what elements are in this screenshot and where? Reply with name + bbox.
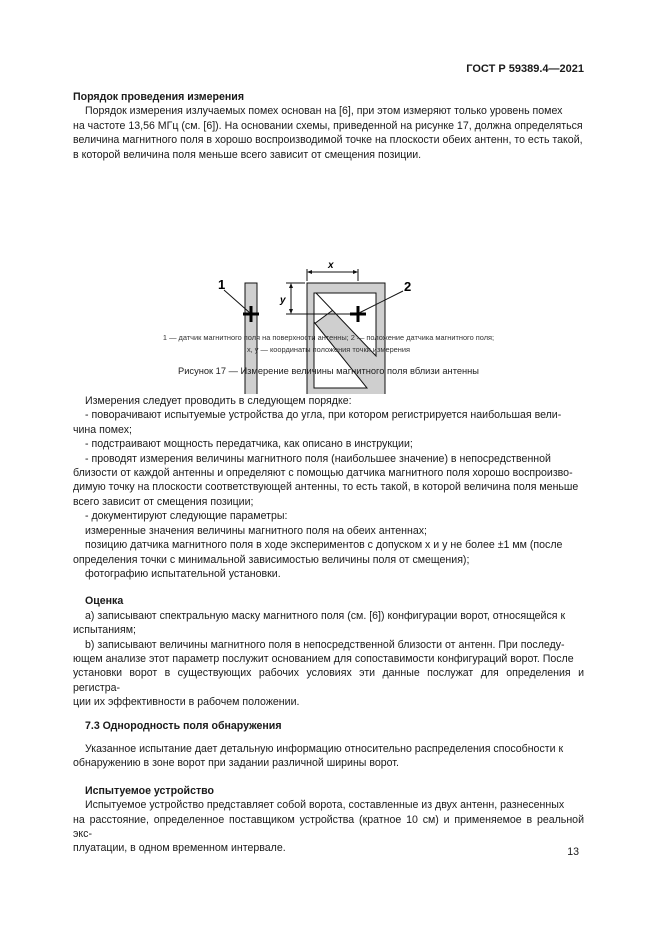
eval-item-b-cont: ющем анализе этот параметр послужит основанием для сопоставимости конфигураций ворот. После bbox=[73, 652, 574, 665]
sub-item-cont: определения точки с минимальной зависимостью величины поля от смещения); bbox=[73, 553, 470, 566]
legend-line-2: x, y — координаты положения точки измерения bbox=[246, 345, 411, 355]
section-title-device: Испытуемое устройство bbox=[85, 784, 214, 797]
eval-item-a-cont: испытаниям; bbox=[73, 624, 136, 637]
para-line: плуатации, в одном временном интервале. bbox=[73, 842, 286, 855]
list-item: - проводят измерения величины магнитного поля (наибольшее значение) в непосредственной bbox=[85, 452, 551, 465]
list-item-cont: всего зависит от смещения позиции; bbox=[73, 495, 254, 508]
list-item: - поворачивают испытуемые устройства до угла, при котором регистрируется наибольшая вели- bbox=[85, 409, 562, 422]
list-item: - подстраивают мощность передатчика, как описано в инструкции; bbox=[85, 438, 413, 451]
para-line: в которой величина поля меньше всего зависит от смещения позиции. bbox=[73, 148, 422, 161]
sub-item: фотографию испытательной установки. bbox=[85, 567, 281, 580]
para-line: на частоте 13,56 МГц (см. [6]). На основании схемы, приведенной на рисунке 17, должна определяться bbox=[73, 119, 583, 132]
procedure-intro: Измерения следует проводить в следующем порядке: bbox=[85, 395, 352, 408]
para-line: обнаружению в зоне ворот при задании различной ширины ворот. bbox=[73, 757, 399, 770]
figure-caption: Рисунок 17 — Измерение величины магнитного поля вблизи антенны bbox=[178, 366, 479, 377]
eval-item-b-cont: установки ворот в существующих рабочих условиях эти данные послужат для определения и регистра- bbox=[73, 667, 584, 694]
antenna-diagram bbox=[73, 162, 584, 394]
dim-x-arrow-right bbox=[353, 270, 358, 274]
para-line: величина магнитного поля в хорошо воспроизводимой точке на плоскости обеих антенн, то есть такой, bbox=[73, 134, 583, 147]
section-title-procedure: Порядок проведения измерения bbox=[73, 91, 244, 103]
label-2: 2 bbox=[404, 279, 412, 295]
eval-item-b-cont: ции их эффективности в рабочем положении. bbox=[73, 696, 300, 709]
para-line: Указанное испытание дает детальную информацию относительно распределения способности к bbox=[85, 742, 564, 755]
list-item-cont: близости от каждой антенны и определяют с помощью датчика магнитного поля хорошо воспроизво- bbox=[73, 467, 573, 480]
dim-y-arrow-top bbox=[289, 283, 293, 288]
section-title-evaluation: Оценка bbox=[85, 595, 124, 608]
para-line: Испытуемое устройство представляет собой ворота, составленные из двух антенн, разнесенных bbox=[85, 799, 565, 812]
dim-y-arrow-bottom bbox=[289, 309, 293, 314]
sub-item: позицию датчика магнитного поля в ходе экспериментов с допуском x и y не более ±1 мм (после bbox=[85, 539, 563, 552]
figure-17 bbox=[73, 162, 584, 394]
para-line: Порядок измерения излучаемых помех основан на [6], при этом измеряют только уровень помех bbox=[85, 105, 563, 118]
label-x: x bbox=[328, 260, 334, 272]
legend-line-1: 1 — датчик магнитного поля на поверхности антенны; 2 — положение датчика магнитного поля; bbox=[162, 333, 495, 343]
eval-item-b: b) записывают величины магнитного поля в непосредственной близости от антенн. При последу- bbox=[85, 638, 565, 651]
label-1: 1 bbox=[218, 277, 226, 293]
list-item: - документируют следующие параметры: bbox=[85, 510, 288, 523]
eval-item-a: а) записывают спектральную маску магнитного поля (см. [6]) конфигурации ворот, относящейся к bbox=[85, 609, 566, 622]
list-item-cont: димую точку на плоскости соответствующей антенны, то есть такой, в которой величина поля меньше bbox=[73, 481, 579, 494]
section-title-7-3: 7.3 Однородность поля обнаружения bbox=[85, 719, 282, 732]
list-item-cont: чина помех; bbox=[73, 423, 132, 436]
label-y: y bbox=[280, 295, 286, 307]
page-content bbox=[73, 90, 584, 856]
dim-x-arrow-left bbox=[307, 270, 312, 274]
figure-legend bbox=[73, 332, 584, 356]
doc-header-id: ГОСТ Р 59389.4—2021 bbox=[466, 63, 584, 75]
page-number: 13 bbox=[567, 846, 579, 858]
para-line: на расстояние, определенное поставщиком устройства (кратное 10 см) и применяемое в реальной экс- bbox=[73, 813, 584, 840]
sub-item: измеренные значения величины магнитного поля на обеих антеннах; bbox=[85, 524, 427, 537]
